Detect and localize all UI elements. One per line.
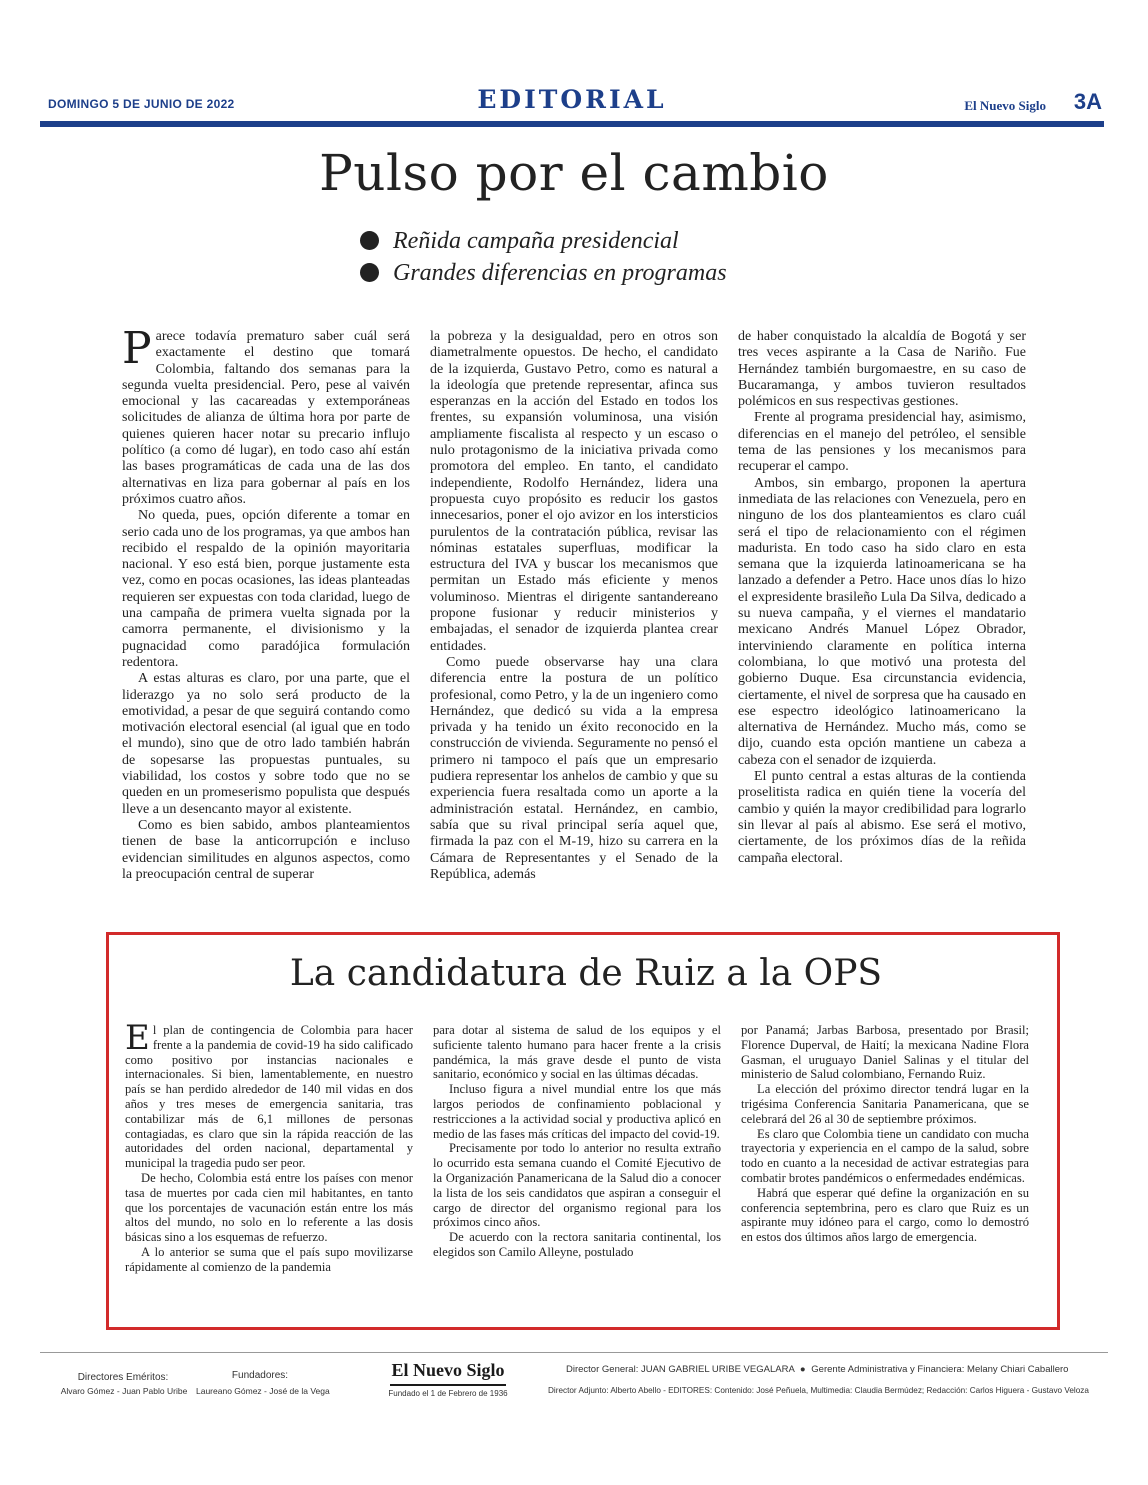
- emeritus-label: Directores Eméritos:: [77, 1372, 169, 1383]
- editorial-column-2: [430, 329, 718, 883]
- paragraph: Es claro que Colombia tiene un candidato con mucha trayectoria y experiencia en el campo de la salud, sobre todo en cuanto a la necesidad de activar estrategias para combatir brotes pandémicos o enfermedades endémicas.: [741, 1126, 1029, 1185]
- footer-newspaper-logo: El Nuevo Siglo: [391, 1360, 505, 1380]
- article-column-2: [433, 1023, 721, 1260]
- paragraph: Como puede observarse hay una clara diferencia entre la postura de un político profesional, como Petro, y la de un ingeniero como Hernández, que dedicó su vida a la empresa privada y ha tenido un éxito reconocido en la construcción de vivienda. Seguramente no pensó el primero ni tampoco el país que un empresario pudiera representar los anhelos de cambio y que su experiencia fuera resaltada como un aporte a la administración estatal. Hernández, en cambio, sabía que su rival principal sería aquel que, firmada la paz con el M-19, hizo su carrera en la Cámara de Representantes y el Senado de la República, además: [430, 654, 718, 882]
- director-general: Director General: JUAN GABRIEL URIBE VEGALARA ● Gerente Administrativa y Financiera: Melany Chiari Caballero: [566, 1364, 1069, 1375]
- paragraph: El plan de contingencia de Colombia para hacer frente a la pandemia de covid-19 ha sido calificado como positivo por instancias nacionales e internacionales. Si bien, lamentablemente, en nuestro país se han perdido alrededor de 140 mil vidas en dos años y tres meses de emergencia sanitaria, tras contabilizar más de 6,1 millones de personas contagiadas, es claro que sin la rápida reacción de las autoridades del orden nacional, departamental y municipal la tragedia pudo ser peor.: [125, 1018, 413, 1171]
- deck-text: Grandes diferencias en programas: [393, 260, 727, 286]
- staff-credits: Director Adjunto: Alberto Abello - EDITORES: Contenido: José Peñuela, Multimedia: Claudia Bermúdez; Redacción: Carlos Higuera - Gustavo Veloza: [548, 1386, 1089, 1395]
- header-rule: [40, 121, 1104, 127]
- founded-date: Fundado el 1 de Febrero de 1936: [388, 1389, 508, 1398]
- bullet-icon: ●: [799, 1364, 806, 1375]
- paragraph: A estas alturas es claro, por una parte, que el liderazgo ya no solo será producto de la emotividad, a pesar de que seguirá contando como motivación electoral esencial (al igual que en todo el mundo), sino que de otro lado también habrán de sopesarse las propuestas puntuales, su viabilidad, los costos y sobre todo que no se queden en un promeserismo populista que después lleve a un desencanto mayor al existente.: [122, 671, 410, 817]
- newspaper-name: El Nuevo Siglo: [964, 98, 1046, 113]
- paragraph: de haber conquistado la alcaldía de Bogotá y ser tres veces aspirante a la Casa de Nariño. Fue Hernández también burgomaestre, en su caso de Bucaramanga, y ambos tuvieron resultados polémicos en sus respectivas gestiones.: [738, 329, 1026, 410]
- issue-date: DOMINGO 5 DE JUNIO DE 2022: [48, 97, 235, 111]
- emeritus-names: Alvaro Gómez - Juan Pablo Uribe: [60, 1386, 188, 1396]
- editorial-headline: Pulso por el cambio: [319, 144, 829, 202]
- paragraph: Parece todavía prematuro saber cuál será exactamente el destino que tomará Colombia, faltando dos semanas para la segunda vuelta presidencial. Pero, pese al vaivén emocional y las cacareadas y extemporáneas solicitudes de alianza de última hora por parte de quienes quieren hacer notar su precario influjo político (a como dé lugar), en todo caso ahí están las bases programáticas de cada una de las dos alternativas en liza para gobernar al país en los próximos cuatro años.: [122, 323, 410, 507]
- page-number: 3A: [1073, 89, 1102, 114]
- deck-line-2: [360, 260, 727, 287]
- paragraph: Precisamente por todo lo anterior no resulta extraño lo ocurrido esta semana cuando el Comité Ejecutivo de la Organización Panamericana de la Salud dio a conocer la lista de los seis candidatos que aspiran a conseguir el cargo de director del organismo regional para los próximos cinco años.: [433, 1141, 721, 1230]
- paragraph: para dotar al sistema de salud de los equipos y el suficiente talento humano para hacer frente a la crisis pandémica, la más grave desde el punto de vista sanitario, económico y social en las últimas décadas.: [433, 1023, 721, 1082]
- editorial-column-1: [122, 323, 410, 883]
- page-header: [40, 85, 1104, 120]
- bullet-icon: [360, 263, 379, 282]
- founders-label: Fundadores:: [231, 1370, 289, 1381]
- deck-line-1: [360, 228, 679, 255]
- paragraph: No queda, pues, opción diferente a tomar en serio cada uno de los programas, ya que ambos han recibido el respaldo de la opinión mayoritaria nacional. Y eso está bien, porque justamente esta vez, como en pocas ocasiones, las ideas planteadas requieren ser expuestas con toda claridad, luego de una campaña de primera vuelta signada por la camorra permanente, el divisionismo y la pugnacidad como paradójica formulación redentora.: [122, 508, 410, 670]
- paragraph: La elección del próximo director tendrá lugar en la trigésima Conferencia Sanitaria Panamericana, que se celebrará del 26 al 30 de septiembre próximos.: [741, 1082, 1029, 1126]
- paragraph: De hecho, Colombia está entre los países con menor tasa de muertes por cada cien mil habitantes, en tanto que los porcentajes de vacunación están entre los más altos del mundo, no solo en lo referente a las dosis básicas sino a los esquemas de refuerzo.: [125, 1170, 413, 1245]
- footer-logo-rule: [390, 1384, 506, 1386]
- paragraph: Ambos, sin embargo, proponen la apertura inmediata de las relaciones con Venezuela, pero en ninguno de los dos planteamientos es claro cuál será el tipo de relacionamiento con el régimen madurista. En todo caso ha sido claro en esta semana que la izquierda latinoamericana se ha lanzado a defender a Petro. Hace unos días lo hizo el expresidente brasileño Lula Da Silva, dedicado a su nueva campaña, y el viernes el mandatario mexicano Andrés Manuel López Obrador, interviniendo claramente en política interna colombiana, lo que motivó una protesta del gobierno Duque. Esa circunstancia evidencia, ciertamente, el nivel de sorpresa que ha causado en ese espectro ideológico latinoamericano la alternativa de Hernández. Mucho más, como se dijo, cuando esta opción mantiene un cabeza a cabeza con el senador de izquierda.: [738, 475, 1026, 768]
- section-title: EDITORIAL: [477, 85, 667, 114]
- editorial-column-3: [738, 329, 1026, 867]
- founders-names: Laureano Gómez - José de la Vega: [196, 1386, 330, 1396]
- paragraph: El punto central a estas alturas de la contienda proselitista radica en quién tiene la vocería del cambio y quién la mayor credibilidad para lograrlo sin llevar al país al abismo. Ese será el motivo, ciertamente, de los próximos días de la reñida campaña electoral.: [738, 769, 1026, 866]
- paragraph: por Panamá; Jarbas Barbosa, presentado por Brasil; Florence Duperval, de Haití; la mexicana Nadine Flora Gasman, el uruguayo Daniel Salinas y el titular del ministerio de Salud colombiano, Fernando Ruiz.: [741, 1023, 1029, 1082]
- drop-cap: E: [125, 1018, 150, 1058]
- footer-rule: [40, 1352, 1108, 1353]
- boxed-article: [106, 932, 1060, 1330]
- paragraph: Como es bien sabido, ambos planteamientos tienen de base la anticorrupción e incluso evidencian similitudes en algunos aspectos, como la preocupación central de superar: [122, 817, 410, 882]
- bullet-icon: [360, 231, 379, 250]
- paragraph: Habrá que esperar qué define la organización en su conferencia septembrina, pero es claro que Ruiz es un aspirante muy idóneo para el cargo, como lo demostró en estos dos últimos años largo de emergencia.: [741, 1185, 1029, 1245]
- paragraph: la pobreza y la desigualdad, pero en otros son diametralmente opuestos. De hecho, el candidato de la izquierda, Gustavo Petro, como es natural a la ideología que pretende representar, afinca sus esperanzas en la acción del Estado en todos los frentes, su expansión voluminosa, una visión ampliamente fiscalista al respecto y un escaso o nulo protagonismo de la iniciativa privada como promotora del empleo. En tanto, el candidato independiente, Rodolfo Hernández, lidera una propuesta cuyo propósito es reducir los gastos innecesarios, poner el ojo avizor en los intersticios purulentos de la contratación pública, revisar las nóminas estatales superfluas, modificar la estructura del IVA y buscar los mecanismos que permitan un Estado más eficiente y menos voluminoso. Mientras el dirigente santandereano propone fusionar y reducir ministerios y embajadas, el senador de izquierda plantea crear entidades.: [430, 329, 718, 654]
- deck-text: Reñida campaña presidencial: [393, 228, 679, 254]
- paragraph: De acuerdo con la rectora sanitaria continental, los elegidos son Camilo Alleyne, postulado: [433, 1230, 721, 1259]
- paragraph: Incluso figura a nivel mundial entre los que más largos periodos de confinamiento poblacional y restricciones a la actividad social y productiva aplicó en medio de las fases más críticas del impacto del covid-19.: [433, 1082, 721, 1141]
- article-column-3: [741, 1023, 1029, 1245]
- article-headline: La candidatura de Ruiz a la OPS: [289, 953, 883, 994]
- paragraph: Frente al programa presidencial hay, asimismo, diferencias en el manejo del petróleo, el sensible tema de las pensiones y los mecanismos para recuperar el campo.: [738, 410, 1026, 475]
- drop-cap: P: [122, 323, 152, 374]
- article-column-1: [125, 1018, 413, 1275]
- paragraph: A lo anterior se suma que el país supo movilizarse rápidamente al comienzo de la pandemia: [125, 1244, 413, 1274]
